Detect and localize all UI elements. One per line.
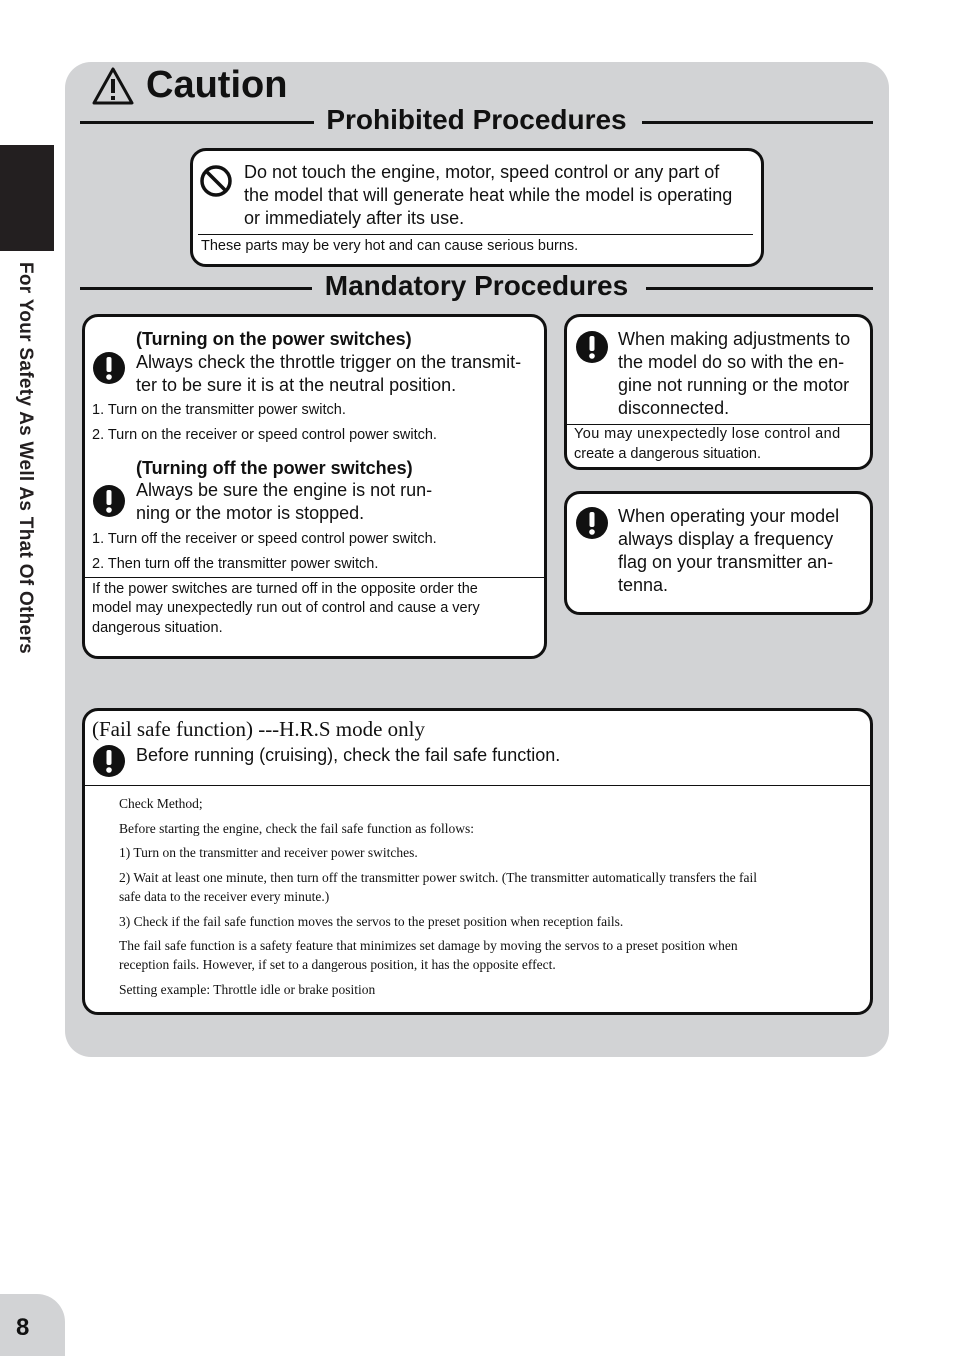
mandatory-heading — [80, 270, 873, 306]
caution-title: Caution — [146, 64, 288, 106]
side-tab-label: For Your Safety As Well As That Of Others — [15, 262, 36, 655]
prohibited-icon — [199, 164, 233, 198]
power-on-step-2: 2. Turn on the receiver or speed control power switch. — [92, 427, 437, 443]
power-on-step-1: 1. Turn on the transmitter power switch. — [92, 402, 346, 418]
power-on-title: (Turning on the power switches) — [136, 329, 412, 349]
failsafe-line: Check Method; — [119, 796, 203, 811]
adjust-note-line-2: create a dangerous situation. — [574, 446, 762, 462]
adjust-note-line-1: You may unexpectedly lose control and — [574, 426, 841, 442]
power-off-line-1: Always be sure the engine is not run- — [136, 480, 433, 500]
page-number: 8 — [16, 1314, 30, 1341]
failsafe-subtitle: Before running (cruising), check the fail safe function. — [136, 745, 561, 765]
heading-rule-right — [646, 287, 873, 290]
power-note-line-2: model may unexpectedly run out of control and cause a very — [92, 600, 480, 616]
failsafe-line: Before starting the engine, check the fail safe function as follows: — [119, 821, 475, 836]
exclamation-icon — [92, 744, 126, 778]
prohibited-line-2: the model that will generate heat while the model is operating — [244, 185, 733, 205]
prohibited-note: These parts may be very hot and can cause serious burns. — [201, 238, 579, 254]
failsafe-divider — [85, 785, 870, 786]
prohibited-heading-label: Prohibited Procedures — [326, 104, 627, 135]
failsafe-title: (Fail safe function) ---H.R.S mode only — [92, 717, 426, 741]
failsafe-line: 2) Wait at least one minute, then turn off the transmitter power switch. (The transmitter automatically transfers the fail — [119, 870, 757, 885]
power-off-title: (Turning off the power switches) — [136, 458, 413, 478]
power-divider — [85, 577, 545, 578]
failsafe-line: 3) Check if the fail safe function moves the servos to the preset position when reception fails. — [119, 914, 624, 929]
failsafe-line: Setting example: Throttle idle or brake position — [119, 982, 376, 997]
exclamation-icon — [92, 484, 126, 518]
warning-triangle-icon — [92, 67, 134, 105]
adjust-line-3: gine not running or the motor — [618, 375, 850, 395]
power-on-line-2: ter to be sure it is at the neutral position. — [136, 375, 457, 395]
flag-line-2: always display a frequency — [618, 529, 834, 549]
flag-line-4: tenna. — [618, 575, 669, 595]
adjust-line-1: When making adjustments to — [618, 329, 851, 349]
page-number-tab — [0, 1294, 65, 1356]
exclamation-icon — [92, 351, 126, 385]
failsafe-line: 1) Turn on the transmitter and receiver power switches. — [119, 845, 418, 860]
adjust-line-2: the model do so with the en- — [618, 352, 845, 372]
exclamation-icon — [575, 506, 609, 540]
power-off-line-2: ning or the motor is stopped. — [136, 503, 365, 523]
heading-rule-right — [642, 121, 873, 124]
adjust-line-4: disconnected. — [618, 398, 730, 418]
exclamation-icon — [575, 330, 609, 364]
prohibited-line-3: or immediately after its use. — [244, 208, 465, 228]
prohibited-line-1: Do not touch the engine, motor, speed control or any part of — [244, 162, 720, 182]
prohibited-divider — [198, 234, 753, 235]
failsafe-line: safe data to the receiver every minute.) — [119, 889, 330, 904]
power-on-line-1: Always check the throttle trigger on the transmit- — [136, 352, 522, 372]
side-tab-marker — [0, 145, 54, 251]
flag-line-3: flag on your transmitter an- — [618, 552, 834, 572]
flag-line-1: When operating your model — [618, 506, 840, 526]
power-note-line-3: dangerous situation. — [92, 620, 223, 636]
prohibited-heading — [80, 104, 873, 140]
power-off-step-2: 2. Then turn off the transmitter power switch. — [92, 556, 379, 572]
failsafe-line: reception fails. However, if set to a dangerous position, it has the opposite effect. — [119, 957, 556, 972]
mandatory-heading-label: Mandatory Procedures — [324, 270, 629, 301]
failsafe-line: The fail safe function is a safety feature that minimizes set damage by moving the servos to a preset position when — [119, 938, 738, 953]
power-note-line-1: If the power switches are turned off in the opposite order the — [92, 581, 478, 597]
power-off-step-1: 1. Turn off the receiver or speed control power switch. — [92, 531, 437, 547]
